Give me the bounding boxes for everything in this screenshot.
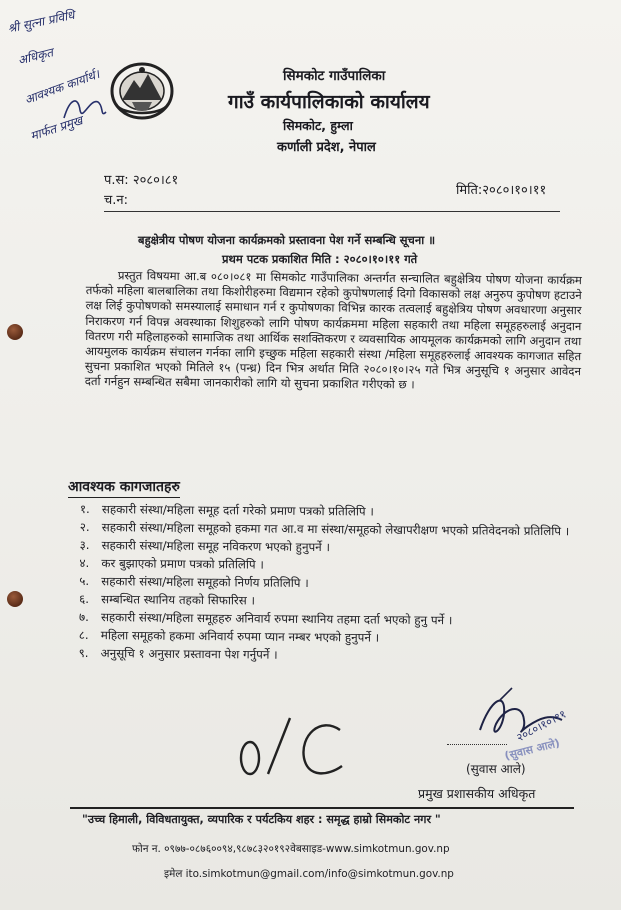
list-item: १. सहकारी संस्था/महिला समूह दर्ता गरेको प्रमाण पत्रको प्रतिलिपि । [79,501,374,519]
office-location: सिमकोट, हुम्ला [283,118,353,133]
stamp-name: (सुवास आले) [503,736,562,763]
list-item: ८. महिला समूहको हकमा अनिवार्य रुपमा प्यान नम्बर भएको हुनुपर्ने । [78,627,380,645]
punch-hole-bottom [7,591,23,607]
municipality-name: सिमकोट गाउँपालिका [283,68,386,84]
publication-date: प्रथम पटक प्रकाशित मिति : २०८०।१०।११ गते [222,252,418,266]
handwritten-line: अधिकृत [16,45,55,68]
requirements-title: आवश्यक कागजातहरु [68,477,180,498]
notice-subject: बहुक्षेत्रीय पोषण योजना कार्यक्रमको प्रस्तावना पेश गर्ने सम्बन्धि सूचना ॥ [138,233,436,247]
letter-date: मिति:२०८०।१०।११ [456,183,547,198]
handwritten-scribble [60,88,110,128]
signatory-name: (सुवास आले) [466,762,526,776]
requirements-list [79,500,590,666]
list-item: ५. सहकारी संस्था/महिला समूहको निर्णय प्रतिलिपि । [79,573,309,590]
list-item: ७. सहकारी संस्था/महिला समूहहरु अनिवार्य रुपमा स्थानिय तहमा दर्ता भएको हुनु पर्ने । [78,609,453,628]
signature-date: २०८०।१०।११ [514,707,569,745]
punch-hole-top [7,324,23,340]
handwritten-line: आवश्यक कार्यार्थ। [22,66,102,108]
list-item: ६. सम्बन्धित स्थानिय तहको सिफारिस । [79,591,256,608]
signatory-designation: प्रमुख प्रशासकीय अधिकृत [418,786,536,801]
list-item: ३. सहकारी संस्था/महिला समूह नविकरण भएको हुनुपर्ने । [79,537,331,555]
handwritten-initials [228,706,358,786]
footer-email: इमेल ito.simkotmun@gmail.com/info@simkotmun.gov.np [164,868,454,880]
letter-number: प.स: २०८०।८१ [104,173,179,188]
office-province: कर्णाली प्रदेश, नेपाल [277,140,376,155]
footer-divider [70,807,574,809]
signature-dots [447,744,507,745]
list-item: २. सहकारी संस्था/महिला समूहको हकमा गत आ.व मा संस्था/समूहको लेखापरीक्षण भएको प्रतिवेदनको प्रतिलिपि । [79,519,570,539]
footer-slogan: "उच्च हिमाली, विविधतायुक्त, व्यपारिक र पर्यटकिय शहर : समृद्ध हाम्रो सिमकोट नगर " [82,813,441,826]
list-item: ४. कर बुझाएको प्रमाण पत्रको प्रतिलिपि । [79,555,264,572]
handwritten-line: मार्फत प्रमुख [28,113,85,144]
dispatch-number: च.न: [104,193,128,208]
nepal-emblem-icon [108,60,176,122]
list-item: ९. अनुसूचि १ अनुसार प्रस्तावना पेश गर्नुपर्ने । [78,645,278,662]
office-name: गाउँ कार्यपालिकाको कार्यालय [228,91,430,113]
header-divider [104,211,560,212]
handwritten-line: श्री सुत्ना प्रविधि [6,7,76,36]
footer-phone-website: फोन न. ०९७७-०८७६००९४,९८७८३२०१९२वेबसाइड-www.simkotmun.gov.np [132,843,450,855]
notice-body: प्रस्तुत विषयमा आ.ब ०८०।०८१ मा सिमकोट गाउँपालिका अन्तर्गत सन्चालित बहुक्षेत्रिय पोषण योजना कार्यक्रम तर्फको महिला बालबालिका तथा किशोरीहरुमा विद्यमान रहेको कुपोषणलाई दिगो विकासको लक्ष अनुरुप कुपोषण हटाउने लक्ष लिई कुपोषणको समस्यालाई समाधान गर्न र कुपोषणका विभिन्न कारक तत्वलाई बहुक्षेत्रिय पोषण अवधारणा अनुसार निराकरण गर्न विपन्न अवस्थाका शिशुहरुको लागि पोषण कार्यक्रममा महिला सहकारी तथा महिला समूहहरुलाई अनुदान वितरण गरी महिलाहरुको सामाजिक तथा आर्थिक सशक्तिकरण र व्यवसायिक आयमूलक कार्यक्रमको लागि अनुदान तथा आयमुलक कार्यक्रम संचालन गर्नका लागि इच्छुक महिला सहकारी संस्था /महिला समूहहरुलाई आवश्यक कागजात सहित सुचना प्रकाशित भएको मितिले १५ (पन्ध्र) दिन भित्र अर्थात मिति २०८०।१०।२५ गते भित्र अनुसूचि १ अनुसार आवेदन दर्ता गर्नहुन सम्बन्धित सबैमा जानकारीको लागि यो सुचना प्रकाशित गरीएको छ । [84,268,582,392]
